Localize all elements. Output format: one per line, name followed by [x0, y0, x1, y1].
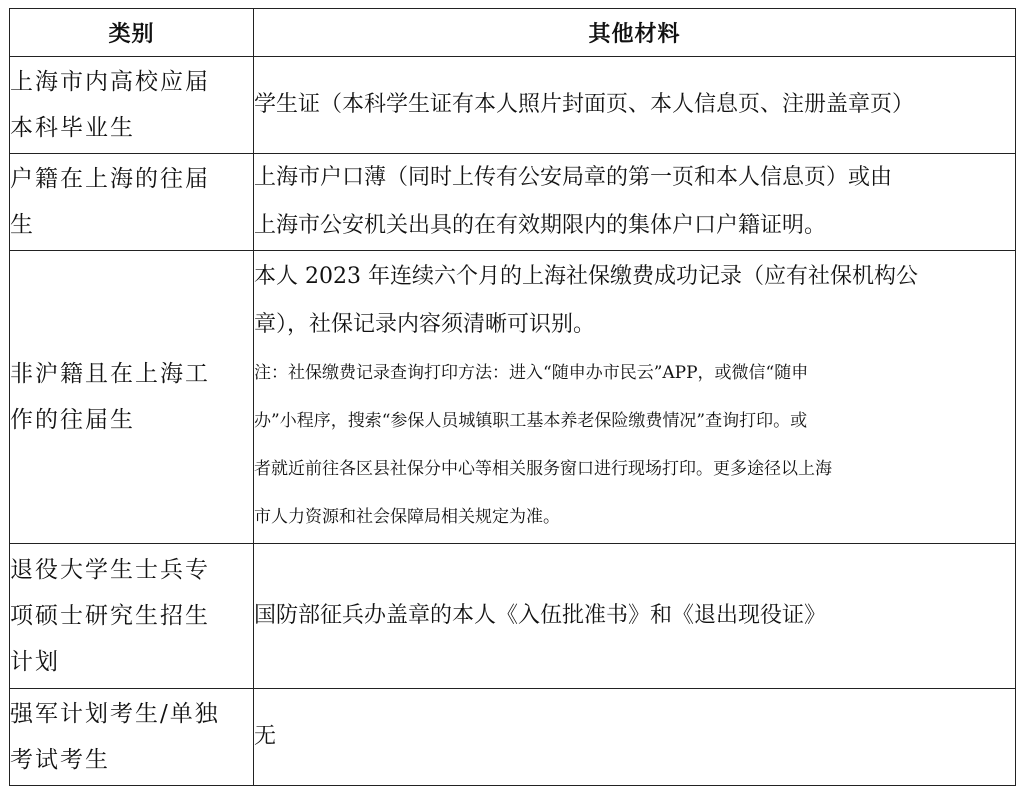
table-row	[10, 251, 1016, 544]
material-text: 上海市公安机关出具的在有效期限内的集体户口户籍证明。	[254, 213, 827, 238]
table-row	[10, 57, 1016, 154]
table-row	[10, 689, 1016, 786]
header-category: 类别	[10, 9, 254, 57]
note-block	[254, 349, 1015, 541]
material-text: 上海市户口薄（同时上传有公安局章的第一页和本人信息页）或由	[254, 165, 893, 190]
category-text: 上海市内高校应届	[10, 69, 210, 95]
category-text: 项硕士研究生招生	[10, 603, 210, 629]
material-cell	[254, 251, 1016, 544]
material-cell	[254, 544, 1016, 689]
material-text: 章），社保记录内容须清晰可识别。	[254, 312, 596, 337]
table-row	[10, 544, 1016, 689]
material-cell	[254, 154, 1016, 251]
category-text: 户籍在上海的往届	[10, 166, 210, 192]
category-cell	[10, 251, 254, 544]
category-cell	[10, 57, 254, 154]
materials-table	[9, 8, 1016, 786]
category-cell	[10, 544, 254, 689]
category-text: 非沪籍且在上海工	[10, 361, 210, 387]
category-text: 退役大学生士兵专	[10, 557, 210, 583]
table-header-row	[10, 9, 1016, 57]
note-text: 市人力资源和社会保障局相关规定为准。	[254, 507, 560, 527]
note-text: 办”小程序，搜索“参保人员城镇职工基本养老保险缴费情况”查询打印。或	[254, 411, 808, 431]
material-text: 国防部征兵办盖章的本人《入伍批准书》和《退出现役证》	[254, 603, 827, 628]
category-cell	[10, 689, 254, 786]
category-text: 强军计划考生/单独	[10, 701, 220, 727]
category-text: 考试考生	[10, 747, 110, 773]
material-text: 学生证（本科学生证有本人照片封面页、本人信息页、注册盖章页）	[254, 92, 915, 117]
material-cell	[254, 689, 1016, 786]
header-materials: 其他材料	[254, 9, 1016, 57]
material-cell	[254, 57, 1016, 154]
table-row	[10, 154, 1016, 251]
material-text: 本人 2023 年连续六个月的上海社保缴费成功记录（应有社保机构公	[254, 264, 918, 289]
note-text: 注：社保缴费记录查询打印方法：进入“随申办市民云”APP，或微信“随申	[254, 363, 809, 383]
material-text: 无	[254, 724, 277, 749]
category-text: 作的往届生	[10, 407, 135, 433]
note-text: 者就近前往各区县社保分中心等相关服务窗口进行现场打印。更多途径以上海	[254, 459, 832, 479]
category-cell	[10, 154, 254, 251]
category-text: 生	[10, 212, 35, 238]
category-text: 计划	[10, 649, 60, 675]
category-text: 本科毕业生	[10, 115, 135, 141]
